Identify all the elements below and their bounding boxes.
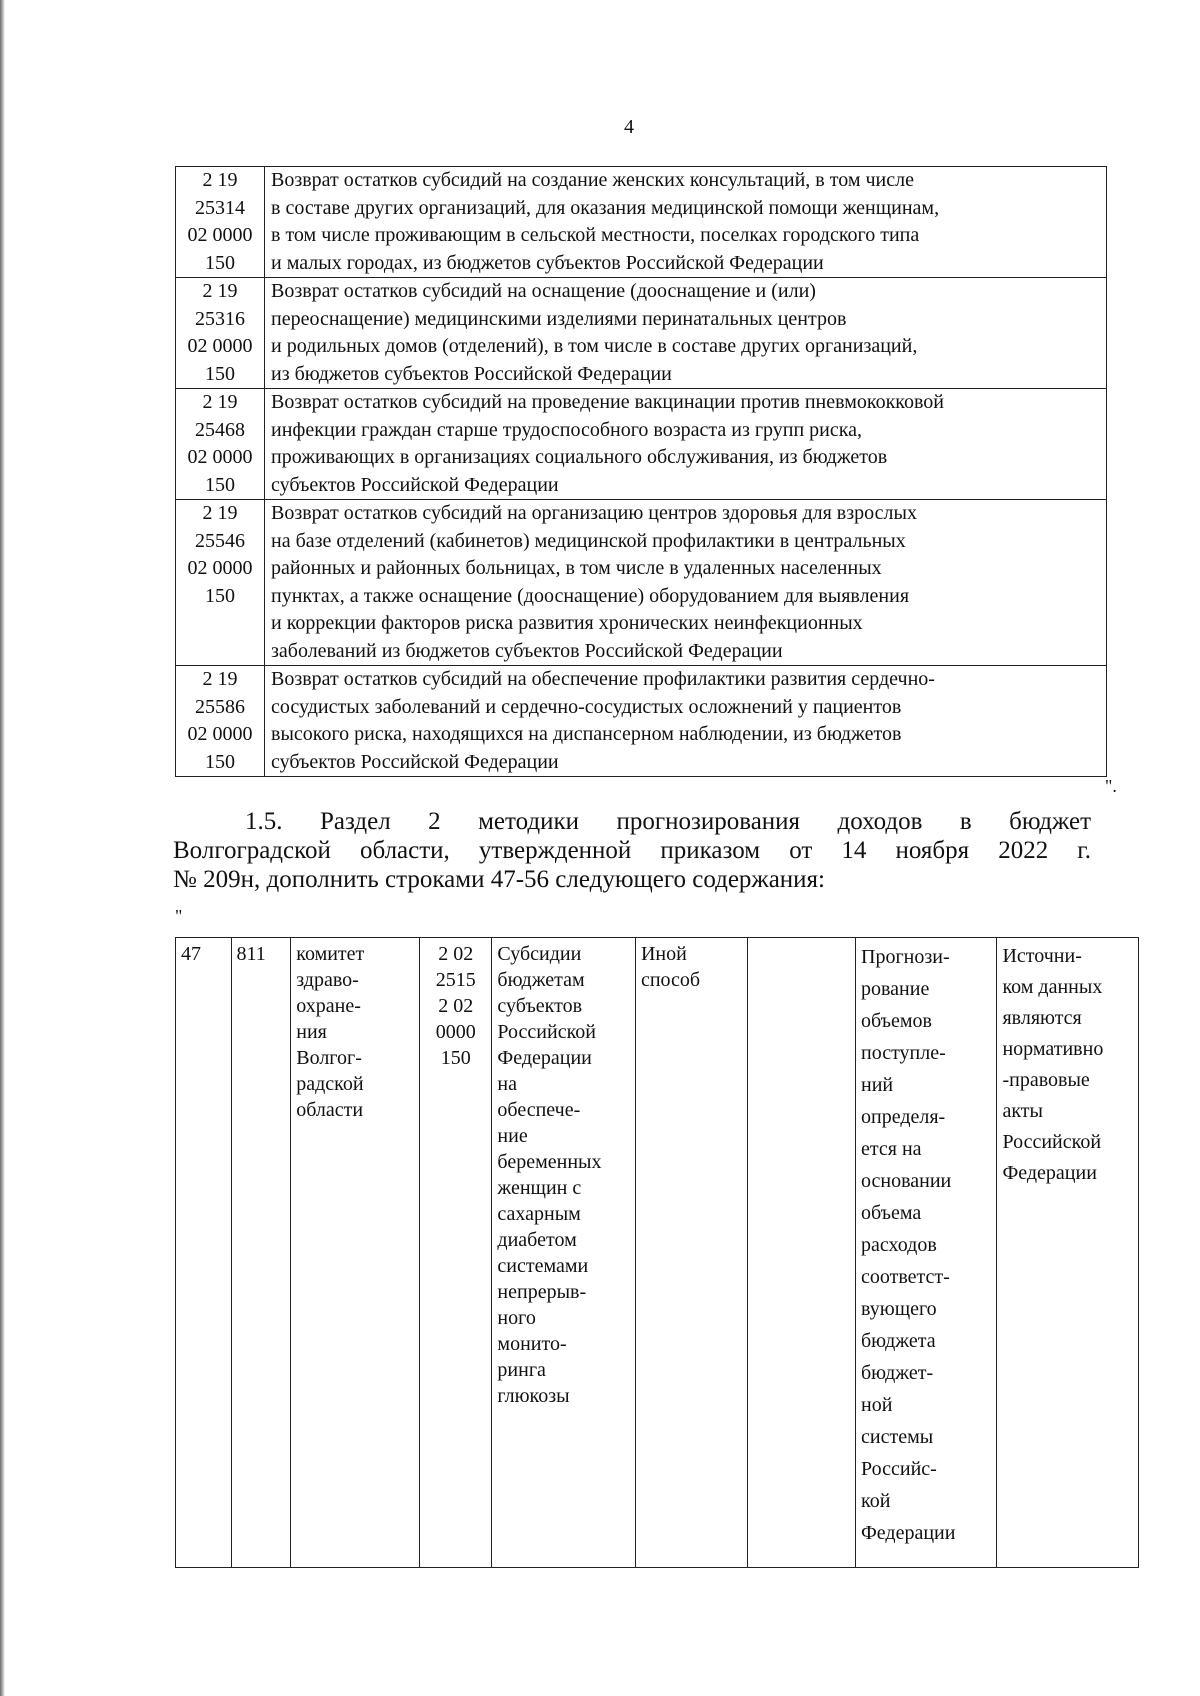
- code-part: 25546: [195, 529, 245, 552]
- budget-code-cell: [176, 167, 265, 278]
- budget-classification-code-cell: 2 02 2515 2 02 0000 150: [420, 938, 492, 1568]
- table-row: [176, 167, 1107, 278]
- budget-code-cell: [176, 278, 265, 389]
- income-description-cell: Возврат остатков субсидий на организацию центров здоровья для взрослых на базе отделений (кабинетов) медицинской профилактики в центральных районных и районных больницах, в том числе в удаленных населенных пунктах, а также оснащение (дооснащение) оборудованием для выявления и коррекции факторов риска развития хронических неинфекционных заболеваний из бюджетов субъектов Российской Федерации: [265, 500, 1107, 666]
- income-description-cell: Возврат остатков субсидий на оснащение (дооснащение и (или) переоснащение) медицинскими изделиями перинатальных центров и родильных домов (отделений), в том числе в составе других организаций, из бюджетов субъектов Российской Федерации: [265, 278, 1107, 389]
- code-part: 2 19: [202, 169, 238, 191]
- forecast-method-table: [175, 937, 1139, 1568]
- scan-edge: [0, 0, 5, 1696]
- code-part: 25468: [195, 418, 245, 441]
- income-description-cell: Возврат остатков субсидий на обеспечение профилактики развития сердечно- сосудистых заболеваний и сердечно-сосудистых осложнений у пациентов высокого риска, находящихся на диспансерном наблюдении, из бюджетов субъектов Российской Федерации: [265, 666, 1107, 777]
- code-part: 150: [205, 251, 235, 274]
- income-codes-table: [175, 166, 1107, 777]
- code-part: 2 19: [202, 280, 238, 302]
- code-part: 150: [205, 750, 235, 773]
- income-name-cell: Субсидии бюджетам субъектов Российской Федерации на обеспече- ние беременных женщин с сахарным диабетом системами непрерыв- ного монито- ринга глюкозы: [492, 938, 636, 1568]
- opening-quote: ": [175, 906, 183, 926]
- row-number-cell: 47: [176, 938, 232, 1568]
- administrator-code-cell: 811: [231, 938, 291, 1568]
- code-part: 25316: [195, 307, 245, 330]
- data-source-cell: Источни- ком данных являются нормативно -правовые акты Российской Федерации: [997, 938, 1139, 1568]
- table-row: [176, 500, 1107, 666]
- table-row: [176, 938, 1139, 1568]
- code-part: 25314: [195, 196, 245, 219]
- code-part: 02 0000: [187, 224, 253, 246]
- formula-cell: [748, 938, 856, 1568]
- code-part: 150: [205, 584, 235, 607]
- table-row: [176, 666, 1107, 777]
- closing-quote: ".: [1105, 776, 1117, 796]
- income-description-cell: Возврат остатков субсидий на создание женских консультаций, в том числе в составе других организаций, для оказания медицинской помощи женщинам, в том числе проживающим в сельской местности, поселках городского типа и малых городах, из бюджетов субъектов Российской Федерации: [265, 167, 1107, 278]
- income-description-cell: Возврат остатков субсидий на проведение вакцинации против пневмококковой инфекции граждан старше трудоспособного возраста из групп риска, проживающих в организациях социального обслуживания, из бюджетов субъектов Российской Федерации: [265, 389, 1107, 500]
- paragraph-line: Волгоградской области, утвержденной приказом от 14 ноября 2022 г.: [173, 837, 1091, 864]
- budget-code-cell: [176, 666, 265, 777]
- code-part: 02 0000: [187, 446, 253, 468]
- administrator-name-cell: комитет здраво- охране- ния Волгог- радской области: [291, 938, 420, 1568]
- table-row: [176, 389, 1107, 500]
- code-part: 02 0000: [187, 723, 253, 745]
- calculation-method-cell: Иной способ: [635, 938, 747, 1568]
- code-part: 2 19: [202, 668, 238, 690]
- page-number: 4: [624, 116, 634, 138]
- code-part: 150: [205, 362, 235, 385]
- budget-code-cell: [176, 389, 265, 500]
- code-part: 25586: [195, 695, 245, 718]
- code-part: 2 19: [202, 502, 238, 524]
- code-part: 150: [205, 473, 235, 496]
- table-row: [176, 278, 1107, 389]
- amendment-paragraph: [173, 807, 1091, 894]
- paragraph-line: № 209н, дополнить строками 47-56 следующего содержания:: [173, 866, 826, 893]
- budget-code-cell: [176, 500, 265, 666]
- code-part: 02 0000: [187, 557, 253, 579]
- paragraph-line: 1.5. Раздел 2 методики прогнозирования доходов в бюджет: [245, 808, 1091, 835]
- forecast-algorithm-cell: Прогнози- рование объемов поступле- ний определя- ется на основании объема расходов соответст- вующего бюджета бюджет- ной системы Российс- кой Федерации: [856, 938, 997, 1568]
- code-part: 2 19: [202, 391, 238, 413]
- code-part: 02 0000: [187, 335, 253, 357]
